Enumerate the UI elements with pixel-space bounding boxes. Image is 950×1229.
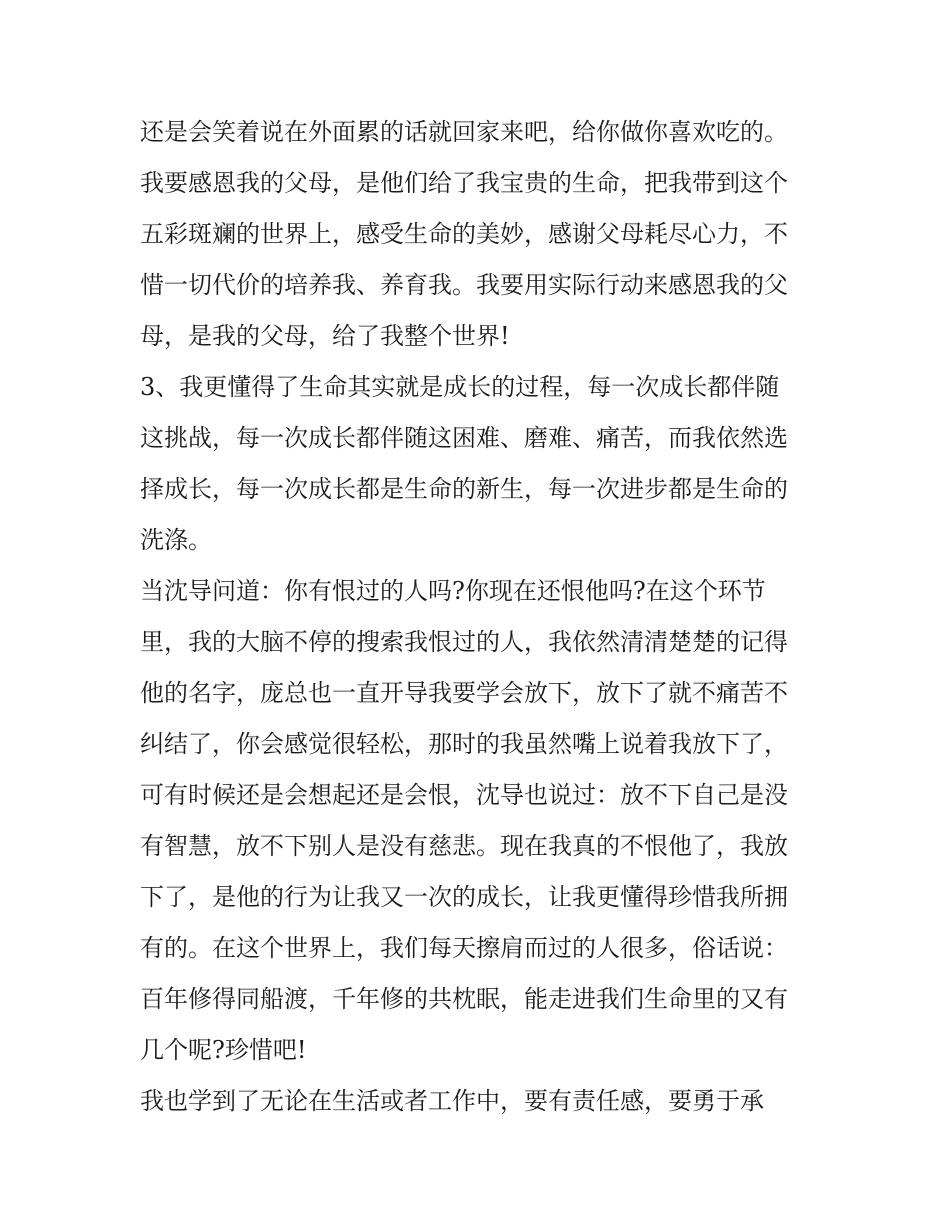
text-line: 我要感恩我的父母，是他们给了我宝贵的生命，把我带到这个 bbox=[140, 169, 788, 197]
text-line: 这挑战，每一次成长都伴随这困难、磨难、痛苦，而我依然选 bbox=[140, 424, 788, 452]
text-line: 择成长，每一次成长都是生命的新生，每一次进步都是生命的 bbox=[140, 475, 788, 503]
text-line: 里，我的大脑不停的搜索我恨过的人，我依然清清楚楚的记得 bbox=[140, 628, 788, 656]
text-line: 可有时候还是会想起还是会恨，沈导也说过：放不下自己是没 bbox=[140, 781, 788, 809]
text-line: 我也学到了无论在生活或者工作中，要有责任感，要勇于承 bbox=[140, 1087, 764, 1115]
text-line: 当沈导问道：你有恨过的人吗?你现在还恨他吗?在这个环节 bbox=[140, 577, 766, 605]
text-line: 五彩斑斓的世界上，感受生命的美妙，感谢父母耗尽心力，不 bbox=[140, 220, 788, 248]
text-line: 下了，是他的行为让我又一次的成长，让我更懂得珍惜我所拥 bbox=[140, 883, 788, 911]
document-body bbox=[140, 107, 815, 1127]
text-line: 还是会笑着说在外面累的话就回家来吧，给你做你喜欢吃的。 bbox=[140, 118, 788, 146]
text-line: 洗涤。 bbox=[140, 526, 212, 554]
text-line: 纠结了，你会感觉很轻松，那时的我虽然嘴上说着我放下了， bbox=[140, 730, 788, 758]
text-line: 有的。在这个世界上，我们每天擦肩而过的人很多，俗话说： bbox=[140, 934, 788, 962]
text-line: 母，是我的父母，给了我整个世界! bbox=[140, 322, 510, 350]
text-line: 惜一切代价的培养我、养育我。我要用实际行动来感恩我的父 bbox=[140, 271, 788, 299]
text-line: 3、我更懂得了生命其实就是成长的过程，每一次成长都伴随 bbox=[140, 373, 780, 401]
text-line: 百年修得同船渡，千年修的共枕眠，能走进我们生命里的又有 bbox=[140, 985, 788, 1013]
text-line: 他的名字，庞总也一直开导我要学会放下，放下了就不痛苦不 bbox=[140, 679, 788, 707]
text-line: 几个呢?珍惜吧! bbox=[140, 1036, 307, 1064]
text-line: 有智慧，放不下别人是没有慈悲。现在我真的不恨他了，我放 bbox=[140, 832, 788, 860]
